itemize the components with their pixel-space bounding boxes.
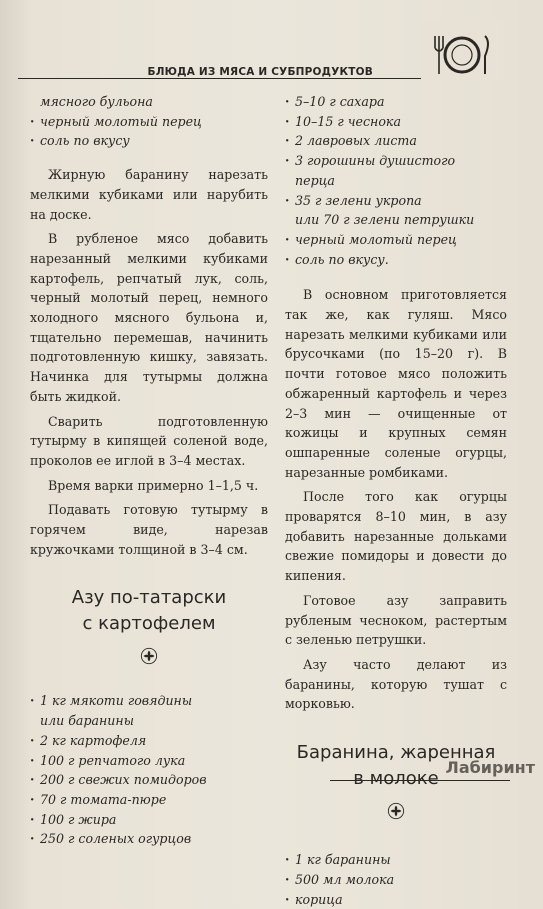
- instruction-paragraph: Подавать готовую тутырму в горячем виде, нарезав кружочками толщиной в 3–4 см.: [30, 500, 268, 559]
- ingredient-list: [30, 691, 268, 849]
- instruction-paragraph: Жирную баранину нарезать мелкими кубиками или нарубить на доске.: [30, 165, 268, 224]
- instruction-paragraph: В рубленое мясо добавить нарезанный мелкими кубиками картофель, репчатый лук, соль, черный молотый перец, немного холодного мясного бульона и, тщательно перемешав, начинить подготовленную кишку, завязать. Начинка для тутырмы должна быть жидкой.: [30, 229, 268, 406]
- ingredient-item: · 3 горошины душистого: [285, 151, 507, 171]
- recipe-title: Азу по-татарски с картофелем: [30, 585, 268, 637]
- ingredient-item: · 500 мл молока: [285, 870, 507, 890]
- ingredient-item: · 5–10 г сахара: [285, 92, 507, 112]
- ingredient-item: · соль по вкусу: [30, 131, 268, 151]
- ingredient-item: · 2 лавровых листа: [285, 131, 507, 151]
- ingredient-item: · 250 г соленых огурцов: [30, 829, 268, 849]
- plate-fork-knife-icon: [421, 22, 503, 80]
- ingredient-item: · 35 г зелени укропа: [285, 191, 507, 211]
- ingredient-list-continued: [30, 92, 268, 151]
- left-column: [30, 92, 268, 849]
- instruction-paragraph: Сварить подготовленную тутырму в кипящей соленой воде, проколов ее иглой в 3–4 местах.: [30, 412, 268, 471]
- ingredient-item: · корица: [285, 890, 507, 909]
- ingredient-list-continued: [285, 92, 507, 269]
- ingredient-item: перца: [285, 171, 507, 191]
- ingredient-item: · 10–15 г чеснока: [285, 112, 507, 132]
- ingredient-item: · 1 кг мякоти говядины: [30, 691, 268, 711]
- instruction-paragraph: Готовое азу заправить рубленым чесноком, растертым с зеленью петрушки.: [285, 591, 507, 650]
- ingredient-item: или баранины: [30, 711, 268, 731]
- recipe-title: Баранина, жаренная в молоке: [285, 740, 507, 792]
- flower-ornament-icon: [387, 802, 405, 820]
- ingredient-item: · 200 г свежих помидоров: [30, 770, 268, 790]
- ingredient-item: · 1 кг баранины: [285, 850, 507, 870]
- instruction-paragraph: Азу часто делают из баранины, которую тушат с морковью.: [285, 655, 507, 714]
- recipe-instructions: [30, 165, 268, 559]
- ingredient-list: [285, 850, 507, 909]
- instruction-paragraph: Время варки примерно 1–1,5 ч.: [30, 476, 268, 496]
- instruction-paragraph: В основном приготовляется так же, как гуляш. Мясо нарезать мелкими кубиками или брусочками (по 15–20 г). В почти готовое мясо положить обжаренный картофель и через 2–3 мин — очищенные от кожицы и крупных семян ошпаренные соленые огурцы, нарезанные ромбиками.: [285, 285, 507, 482]
- ingredient-item: · черный молотый перец: [285, 230, 507, 250]
- ingredient-item: · 2 кг картофеля: [30, 731, 268, 751]
- footer-rule: [330, 780, 510, 787]
- ingredient-item: · соль по вкусу.: [285, 250, 507, 270]
- watermark-logo: Лабиринт: [446, 758, 535, 777]
- ingredient-item: · 70 г томата-пюре: [30, 790, 268, 810]
- header-title: БЛЮДА ИЗ МЯСА И СУБПРОДУКТОВ: [148, 66, 374, 78]
- ingredient-item: · черный молотый перец: [30, 112, 268, 132]
- recipe-instructions: [285, 285, 507, 714]
- ingredient-item: или 70 г зелени петрушки: [285, 210, 507, 230]
- ingredient-item: мясного бульона: [30, 92, 268, 112]
- ingredient-item: · 100 г репчатого лука: [30, 751, 268, 771]
- instruction-paragraph: После того как огурцы проварятся 8–10 мин, в азу добавить нарезанные дольками свежие помидоры и довести до кипения.: [285, 487, 507, 586]
- flower-ornament-icon: [140, 647, 158, 665]
- ingredient-item: · 100 г жира: [30, 810, 268, 830]
